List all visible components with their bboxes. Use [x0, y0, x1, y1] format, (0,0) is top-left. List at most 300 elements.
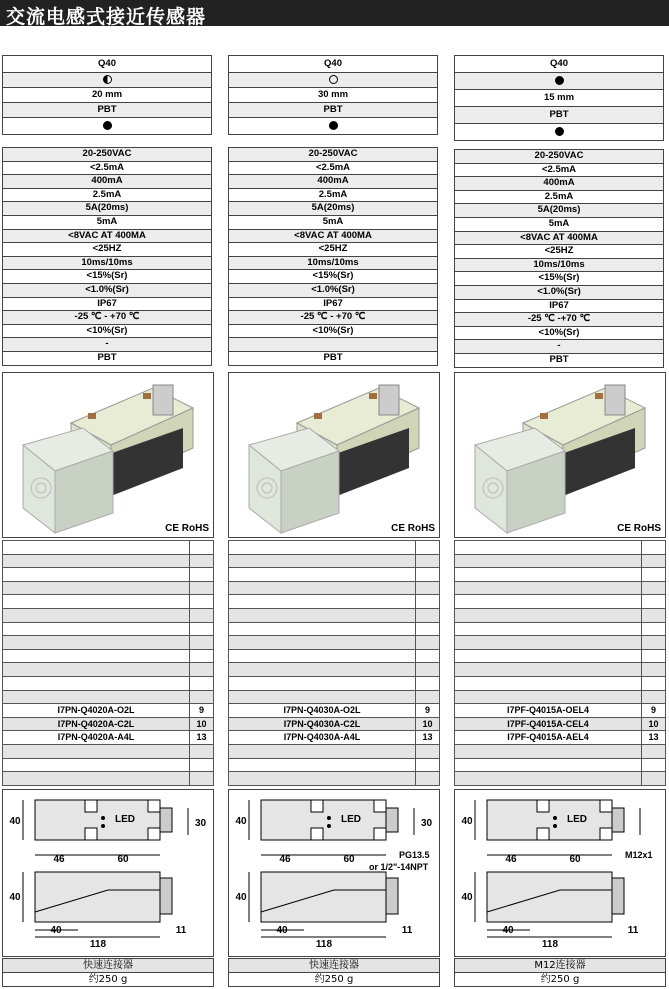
dimension-label: or 1/2"-14NPT: [369, 862, 429, 872]
drawing-svg: [455, 790, 665, 956]
material-cell: [454, 106, 664, 124]
part-number-cell: [455, 623, 642, 636]
part-number-cell: [229, 677, 416, 690]
spec-row: [228, 310, 438, 325]
part-number-cell: [229, 663, 416, 676]
page-number: 10: [422, 718, 433, 729]
material-label: PBT: [323, 104, 343, 115]
table-row: [2, 703, 214, 718]
part-number-cell: [455, 731, 642, 744]
table-row: [454, 554, 666, 569]
spec-value: <2.5mA: [315, 161, 351, 173]
drawing-svg: [3, 790, 213, 956]
part-number-cell: [455, 704, 642, 717]
page-cell: [416, 541, 439, 554]
model-label: Q40: [550, 58, 568, 69]
dimension-label: 40: [235, 816, 247, 827]
table-row: [454, 649, 666, 664]
table-row: [2, 771, 214, 786]
distance-cell: [2, 87, 212, 103]
page-cell: [642, 718, 665, 731]
part-number-cell: [229, 595, 416, 608]
spec-value: IP67: [549, 299, 569, 311]
connector-label: 快速连接器: [309, 960, 359, 971]
distance-cell: [454, 89, 664, 107]
table-row: [228, 690, 440, 705]
spec-value: -25 ℃ - +70 ℃: [300, 311, 366, 323]
dimension-label: LED: [341, 814, 361, 825]
page-cell: [642, 759, 665, 772]
page-cell: [190, 759, 213, 772]
spec-row: [2, 174, 212, 189]
part-number[interactable]: I7PN-Q4020A-C2L: [57, 718, 135, 729]
weight-label: 约250 g: [540, 974, 580, 985]
part-number-cell: [229, 759, 416, 772]
table-row: [2, 594, 214, 609]
spec-value: 5mA: [322, 216, 344, 227]
page-cell: [190, 609, 213, 622]
page-cell: [642, 541, 665, 554]
spec-row: [228, 337, 438, 352]
spec-row: [454, 190, 664, 205]
page-cell: [642, 677, 665, 690]
spec-value: 2.5mA: [318, 188, 348, 200]
model-cell: [228, 55, 438, 73]
drawing-svg: [229, 790, 439, 956]
spec-row: [2, 147, 212, 162]
part-number-cell: [455, 555, 642, 568]
part-number-cell: [455, 582, 642, 595]
page-cell: [190, 623, 213, 636]
table-row: [228, 649, 440, 664]
page-cell: [416, 691, 439, 704]
spec-value: PBT: [549, 354, 569, 365]
table-row: [454, 540, 666, 555]
table-row: [228, 540, 440, 555]
spec-row: [228, 229, 438, 244]
part-number-cell: [3, 704, 190, 717]
dimension-label: 11: [401, 925, 413, 936]
dimension-drawing: [454, 789, 666, 957]
page-cell: [642, 555, 665, 568]
sensor-image: [229, 373, 439, 537]
table-row: [228, 554, 440, 569]
dimension-label: 40: [9, 816, 21, 827]
page-cell: [190, 568, 213, 581]
table-row: [228, 581, 440, 596]
part-number-cell: [455, 663, 642, 676]
spec-value: IP67: [97, 297, 117, 309]
part-number-cell: [3, 772, 190, 785]
model-label: Q40: [324, 58, 342, 69]
part-number-cell: [455, 595, 642, 608]
spec-row: [454, 244, 664, 259]
spec-row: [228, 283, 438, 298]
spec-value: 20-250VAC: [308, 148, 358, 159]
spec-row: [2, 188, 212, 203]
dimension-label: 40: [502, 925, 514, 936]
dimension-label: 118: [89, 939, 107, 950]
table-row: [454, 635, 666, 650]
part-number-cell: [229, 772, 416, 785]
spec-row: [454, 299, 664, 314]
page-cell: [416, 582, 439, 595]
page-cell: [416, 704, 439, 717]
part-number-cell: [3, 595, 190, 608]
page-cell: [190, 663, 213, 676]
spec-row: [228, 242, 438, 257]
sensor-image: [3, 373, 213, 537]
spec-row: [228, 147, 438, 162]
spec-row: [2, 256, 212, 271]
certification-marks: CE RoHS: [391, 523, 435, 534]
page-cell: [416, 677, 439, 690]
spec-value: <10%(Sr): [86, 324, 128, 336]
table-row: [454, 581, 666, 596]
weight-label: 约250 g: [314, 974, 354, 985]
spec-value: IP67: [323, 297, 343, 309]
spec-value: PBT: [97, 352, 117, 363]
part-number[interactable]: I7PF-Q4015A-OEL4: [506, 705, 590, 716]
spec-value: <2.5mA: [541, 163, 577, 175]
page-number: 9: [198, 705, 204, 716]
page-cell: [416, 636, 439, 649]
output-type-icon: [329, 121, 338, 130]
mounting-symbol-cell: [228, 72, 438, 88]
material-label: PBT: [549, 109, 569, 120]
dimension-label: 46: [505, 854, 517, 865]
spec-row: [2, 161, 212, 176]
page-cell: [416, 555, 439, 568]
dimension-label: 60: [569, 854, 581, 865]
page-cell: [190, 691, 213, 704]
table-row: [2, 581, 214, 596]
part-number-cell: [3, 759, 190, 772]
part-number-cell: [455, 772, 642, 785]
table-row: [2, 649, 214, 664]
spec-value: 5mA: [96, 216, 118, 227]
spec-value: <2.5mA: [89, 161, 125, 173]
table-row: [2, 540, 214, 555]
distance-label: 30 mm: [317, 89, 349, 100]
weight-label: 约250 g: [88, 974, 128, 985]
spec-value: <10%(Sr): [312, 324, 354, 336]
part-number-cell: [229, 718, 416, 731]
spec-value: <15%(Sr): [312, 270, 354, 282]
product-photo: [454, 372, 666, 538]
part-number[interactable]: I7PN-Q4030A-A4L: [283, 732, 361, 743]
spec-value: 2.5mA: [92, 188, 122, 200]
table-row: [228, 717, 440, 732]
table-row: [454, 717, 666, 732]
page-number: 13: [422, 732, 433, 743]
spec-row: [2, 283, 212, 298]
spec-row: [228, 174, 438, 189]
table-row: [2, 744, 214, 759]
part-number-cell: [3, 541, 190, 554]
dimension-label: 118: [315, 939, 333, 950]
table-row: [454, 676, 666, 691]
spec-value: <1.0%(Sr): [311, 284, 355, 295]
page-cell: [642, 609, 665, 622]
part-number-cell: [455, 609, 642, 622]
part-number[interactable]: I7PN-Q4020A-A4L: [57, 732, 135, 743]
part-number-cell: [3, 582, 190, 595]
part-number-cell: [3, 555, 190, 568]
dimension-label: PG13.5: [399, 850, 430, 860]
spec-row: [2, 269, 212, 284]
spec-value: 10ms/10ms: [533, 258, 585, 270]
spec-row: [228, 161, 438, 176]
part-number-cell: [3, 745, 190, 758]
table-row: [2, 622, 214, 637]
table-row: [2, 608, 214, 623]
dimension-label: 46: [279, 854, 291, 865]
dimension-label: 11: [627, 925, 639, 936]
page-cell: [642, 704, 665, 717]
connector-label: 快速连接器: [83, 960, 133, 971]
dimension-label: 40: [9, 892, 21, 903]
table-row: [2, 758, 214, 773]
dimension-label: 30: [421, 818, 433, 829]
material-cell: [228, 102, 438, 118]
output-symbol-cell: [2, 117, 212, 135]
page-cell: [416, 623, 439, 636]
page-cell: [642, 582, 665, 595]
spec-row: [454, 217, 664, 232]
part-number-cell: [455, 568, 642, 581]
spec-row: [228, 188, 438, 203]
table-row: [454, 771, 666, 786]
mounting-type-icon: [103, 75, 112, 84]
table-row: [228, 622, 440, 637]
part-number-cell: [229, 691, 416, 704]
part-number-cell: [229, 704, 416, 717]
page-cell: [190, 745, 213, 758]
table-row: [2, 635, 214, 650]
spec-value: 20-250VAC: [534, 150, 584, 161]
sensor-image: [455, 373, 665, 537]
spec-row: [2, 324, 212, 339]
part-number-cell: [229, 609, 416, 622]
dimension-label: 60: [343, 854, 355, 865]
part-number-cell: [3, 718, 190, 731]
table-row: [454, 608, 666, 623]
part-number-cell: [455, 650, 642, 663]
spec-row: [228, 201, 438, 216]
weight-row: [454, 972, 666, 987]
part-number-cell: [3, 677, 190, 690]
spec-value: 10ms/10ms: [81, 256, 133, 268]
part-number-cell: [455, 745, 642, 758]
page-cell: [190, 650, 213, 663]
dimension-label: LED: [567, 814, 587, 825]
spec-row: [228, 297, 438, 312]
page-cell: [642, 636, 665, 649]
spec-value: 5mA: [548, 218, 570, 229]
weight-row: [228, 972, 440, 987]
material-cell: [2, 102, 212, 118]
spec-value: PBT: [323, 352, 343, 363]
model-cell: [454, 55, 664, 73]
part-number-cell: [455, 541, 642, 554]
spec-row: [2, 337, 212, 352]
mounting-type-icon: [329, 75, 338, 84]
spec-value: <1.0%(Sr): [85, 284, 129, 295]
table-row: [454, 662, 666, 677]
spec-value: 20-250VAC: [82, 148, 132, 159]
certification-marks: CE RoHS: [165, 523, 209, 534]
part-number-cell: [455, 691, 642, 704]
spec-value: 2.5mA: [544, 190, 574, 202]
page-cell: [642, 568, 665, 581]
spec-row: [454, 258, 664, 273]
spec-row: [2, 310, 212, 325]
dimension-label: M12x1: [625, 850, 653, 860]
table-row: [454, 690, 666, 705]
page-cell: [642, 650, 665, 663]
part-number-cell: [455, 759, 642, 772]
dimension-label: 40: [461, 892, 473, 903]
connector-type: [2, 958, 214, 973]
dimension-drawing: [2, 789, 214, 957]
page-cell: [190, 595, 213, 608]
part-number-cell: [229, 623, 416, 636]
dimension-drawing: [228, 789, 440, 957]
output-type-icon: [555, 127, 564, 136]
table-row: [454, 594, 666, 609]
page-cell: [416, 772, 439, 785]
certification-marks: CE RoHS: [617, 523, 661, 534]
page-cell: [416, 568, 439, 581]
part-number-cell: [3, 691, 190, 704]
table-row: [228, 635, 440, 650]
page-cell: [190, 718, 213, 731]
table-row: [228, 730, 440, 745]
page-cell: [416, 718, 439, 731]
table-row: [228, 703, 440, 718]
part-number-cell: [229, 731, 416, 744]
part-number-cell: [3, 663, 190, 676]
table-row: [454, 622, 666, 637]
part-number[interactable]: I7PN-Q4030A-C2L: [283, 718, 361, 729]
dimension-label: 40: [276, 925, 288, 936]
page-number: 10: [196, 718, 207, 729]
spec-row: [454, 231, 664, 246]
page-cell: [642, 772, 665, 785]
part-number-cell: [455, 636, 642, 649]
page-cell: [642, 595, 665, 608]
table-row: [228, 608, 440, 623]
spec-value: 5A(20ms): [537, 204, 581, 216]
dimension-label: 30: [195, 818, 207, 829]
table-row: [2, 730, 214, 745]
connector-type: [228, 958, 440, 973]
connector-type: [454, 958, 666, 973]
page-cell: [642, 691, 665, 704]
spec-value: 10ms/10ms: [307, 256, 359, 268]
table-row: [454, 703, 666, 718]
page-number: 10: [648, 718, 659, 729]
spec-value: <10%(Sr): [538, 326, 580, 338]
part-number-cell: [3, 568, 190, 581]
part-number-cell: [455, 677, 642, 690]
part-number-cell: [3, 636, 190, 649]
output-symbol-cell: [228, 117, 438, 135]
spec-row: [228, 324, 438, 339]
spec-row: [228, 215, 438, 230]
page-cell: [190, 731, 213, 744]
output-symbol-cell: [454, 123, 664, 141]
part-number[interactable]: I7PN-Q4030A-O2L: [283, 705, 361, 716]
connector-label: M12连接器: [534, 960, 586, 971]
part-number-cell: [229, 745, 416, 758]
page-number: 13: [196, 732, 207, 743]
table-row: [228, 676, 440, 691]
spec-value: <25HZ: [544, 245, 574, 257]
table-row: [454, 744, 666, 759]
page-cell: [190, 582, 213, 595]
part-number-cell: [3, 731, 190, 744]
part-number-cell: [229, 541, 416, 554]
table-row: [454, 730, 666, 745]
weight-row: [2, 972, 214, 987]
table-row: [2, 676, 214, 691]
table-row: [454, 567, 666, 582]
spec-value: <15%(Sr): [86, 270, 128, 282]
spec-row: [454, 326, 664, 341]
table-row: [2, 554, 214, 569]
dimension-label: 40: [461, 816, 473, 827]
table-row: [228, 771, 440, 786]
dimension-label: 46: [53, 854, 65, 865]
part-number-cell: [229, 582, 416, 595]
distance-label: 20 mm: [91, 89, 123, 100]
product-photo: [228, 372, 440, 538]
page-title: 交流电感式接近传感器: [6, 6, 207, 28]
spec-value: <15%(Sr): [538, 272, 580, 284]
part-number[interactable]: I7PF-Q4015A-AEL4: [507, 732, 589, 743]
spec-value: <8VAC AT 400MA: [294, 229, 372, 241]
spec-value: 400mA: [317, 175, 349, 187]
page-cell: [642, 663, 665, 676]
model-cell: [2, 55, 212, 73]
page-cell: [190, 677, 213, 690]
table-row: [2, 690, 214, 705]
part-number-cell: [229, 568, 416, 581]
material-label: PBT: [97, 104, 117, 115]
page-cell: [416, 731, 439, 744]
table-row: [2, 717, 214, 732]
dimension-label: 60: [117, 854, 129, 865]
product-photo: [2, 372, 214, 538]
part-number[interactable]: I7PF-Q4015A-CEL4: [507, 718, 589, 729]
spec-row: [2, 201, 212, 216]
mounting-symbol-cell: [2, 72, 212, 88]
table-row: [228, 744, 440, 759]
spec-value: <25HZ: [318, 243, 348, 255]
spec-row: [454, 353, 664, 368]
page-cell: [642, 731, 665, 744]
part-number-cell: [3, 650, 190, 663]
output-type-icon: [103, 121, 112, 130]
spec-row: [2, 297, 212, 312]
spec-row: [454, 163, 664, 178]
spec-value: <25HZ: [92, 243, 122, 255]
table-row: [228, 567, 440, 582]
part-number-cell: [229, 636, 416, 649]
part-number[interactable]: I7PN-Q4020A-O2L: [57, 705, 135, 716]
